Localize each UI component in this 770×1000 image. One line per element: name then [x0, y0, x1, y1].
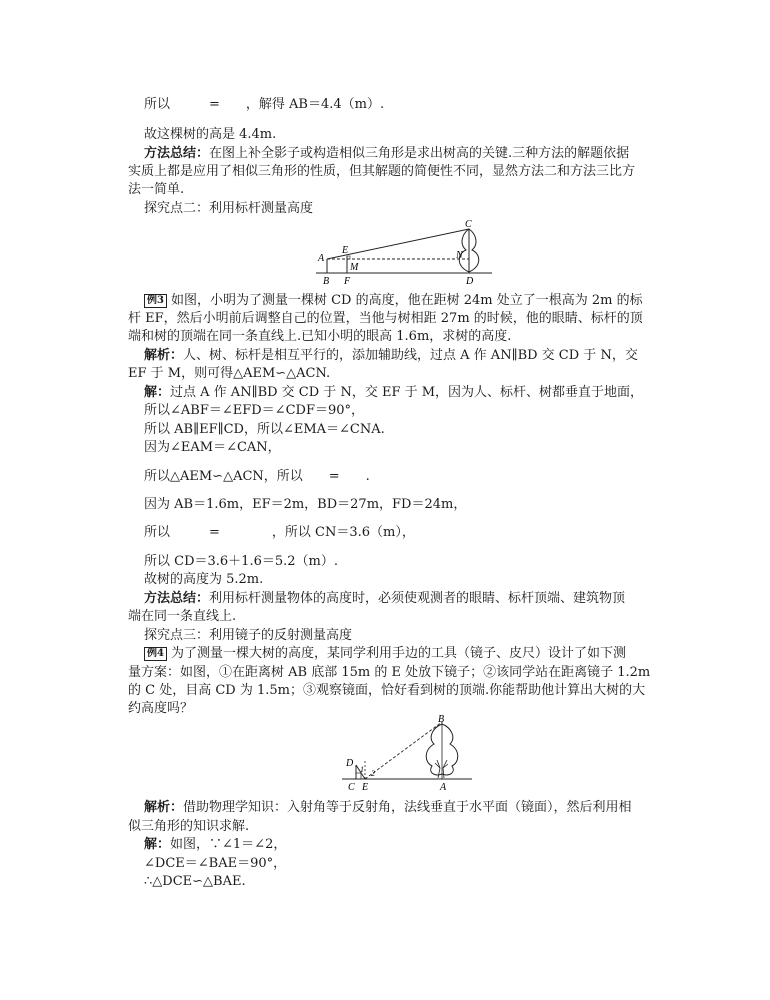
text: 人、树、标杆是相互平行的，添加辅助线，过点 A 作 AN∥BD 交 CD 于 N，交 [183, 348, 638, 363]
example-tag: 例3 [144, 294, 167, 308]
text-line: 所以△AEM∽△ACN，所以 = . [144, 469, 370, 484]
text-line: 所以∠ABF＝∠EFD＝∠CDF＝90°， [144, 403, 365, 418]
text-line: 故这棵树的高是 4.4m. [144, 127, 277, 142]
label: 方法总结： [144, 591, 210, 606]
label-D: D [346, 758, 354, 769]
text-line: 因为 AB＝1.6m，EF＝2m，BD＝27m，FD＝24m， [144, 497, 467, 512]
label-E: E [342, 245, 349, 256]
text: 为了测量一棵大树的高度，某同学利用手边的工具（镜子、皮尺）设计了如下测 [170, 646, 626, 661]
method-summary [144, 145, 629, 163]
text-line: 所以 CD＝3.6＋1.6＝5.2（m）. [144, 554, 338, 569]
angle-1: 1 [360, 765, 364, 774]
text: 在图上补全影子或构造相似三角形是求出树高的关键.三种方法的解题依据 [209, 146, 630, 161]
label-D: D [466, 276, 474, 286]
text-line: 所以 AB∥EF∥CD，所以∠EMA＝∠CNA. [144, 422, 385, 437]
text-line: 端和树的顶端在同一条直线上.已知小明的眼高 1.6m，求树的高度. [128, 329, 512, 344]
section-heading: 探究点三：利用镜子的反射测量高度 [144, 628, 353, 643]
text-line: 似三角形的知识求解. [128, 819, 250, 834]
text-line: 因为∠EAM＝∠CAN， [144, 440, 281, 455]
example-4 [144, 645, 626, 663]
text-line: ∴△DCE∽△BAE. [144, 874, 246, 889]
text: 如图，小明为了测量一棵树 CD 的高度，他在距树 24m 处立了一根高为 2m 的标 [170, 293, 643, 308]
analysis [144, 799, 632, 817]
text-line: EF 于 M，则可得△AEM∽△ACN. [128, 366, 331, 381]
section-heading: 探究点二：利用标杆测量高度 [144, 201, 314, 216]
label-A: A [318, 253, 325, 264]
text: 如图，∵∠1＝∠2， [170, 837, 287, 852]
method-summary [144, 590, 625, 608]
text-line: 约高度吗？ [128, 701, 194, 716]
text-line: 的 C 处，目高 CD 为 1.5m；③观察镜面，恰好看到树的顶端.你能帮助他计算出大树的大 [128, 683, 646, 698]
label-E: E [362, 782, 369, 793]
example-tag: 例4 [144, 647, 167, 661]
example-3 [144, 292, 643, 310]
text-line: 法一简单. [128, 182, 185, 197]
text: 过点 A 作 AN∥BD 交 CD 于 N，交 EF 于 M，因为人、标杆、树都垂直于地面， [170, 385, 644, 400]
text: 利用标杆测量物体的高度时，必须使观测者的眼睛、标杆顶端、建筑物顶 [209, 591, 626, 606]
label-C: C [348, 782, 355, 793]
figure-mirror-measurement [336, 714, 476, 794]
text-line: 所以 = ，所以 CN＝3.6（m）， [144, 525, 415, 540]
text-line: 实质上都是应用了相似三角形的性质，但其解题的简便性不同，显然方法二和方法三比方 [128, 164, 636, 179]
text-line: 端在同一条直线上. [128, 609, 237, 624]
text-line: 故树的高度为 5.2m. [144, 572, 264, 587]
label: 解： [144, 837, 171, 852]
label-C: C [465, 219, 472, 230]
text-line: 所以 = ，解得 AB＝4.4（m）. [144, 97, 385, 112]
label: 解： [144, 385, 171, 400]
label-B: B [323, 276, 330, 286]
label: 方法总结： [144, 146, 210, 161]
figure-pole-measurement [316, 218, 496, 286]
text-line: ∠DCE＝∠BAE＝90°， [144, 856, 287, 871]
label-F: F [344, 276, 351, 286]
angle-2: 2 [371, 769, 375, 778]
label-A: A [440, 782, 447, 793]
label-B: B [438, 714, 445, 725]
solution [144, 836, 286, 854]
text-line: 杆 EF，然后小明前后调整自己的位置，当他与树相距 27m 的时候，他的眼睛、标杆的顶 [128, 311, 643, 326]
text: 借助物理学知识：入射角等于反射角，法线垂直于水平面（镜面），然后利用相 [183, 800, 632, 815]
label-N: N [456, 250, 463, 261]
label: 解析： [144, 800, 184, 815]
label: 解析： [144, 348, 184, 363]
label-M: M [350, 262, 359, 273]
solution [144, 384, 643, 402]
analysis [144, 347, 638, 365]
text-line: 量方案：如图，①在距离树 AB 底部 15m 的 E 处放下镜子；②该同学站在距离镜子 1.2m [128, 665, 651, 680]
